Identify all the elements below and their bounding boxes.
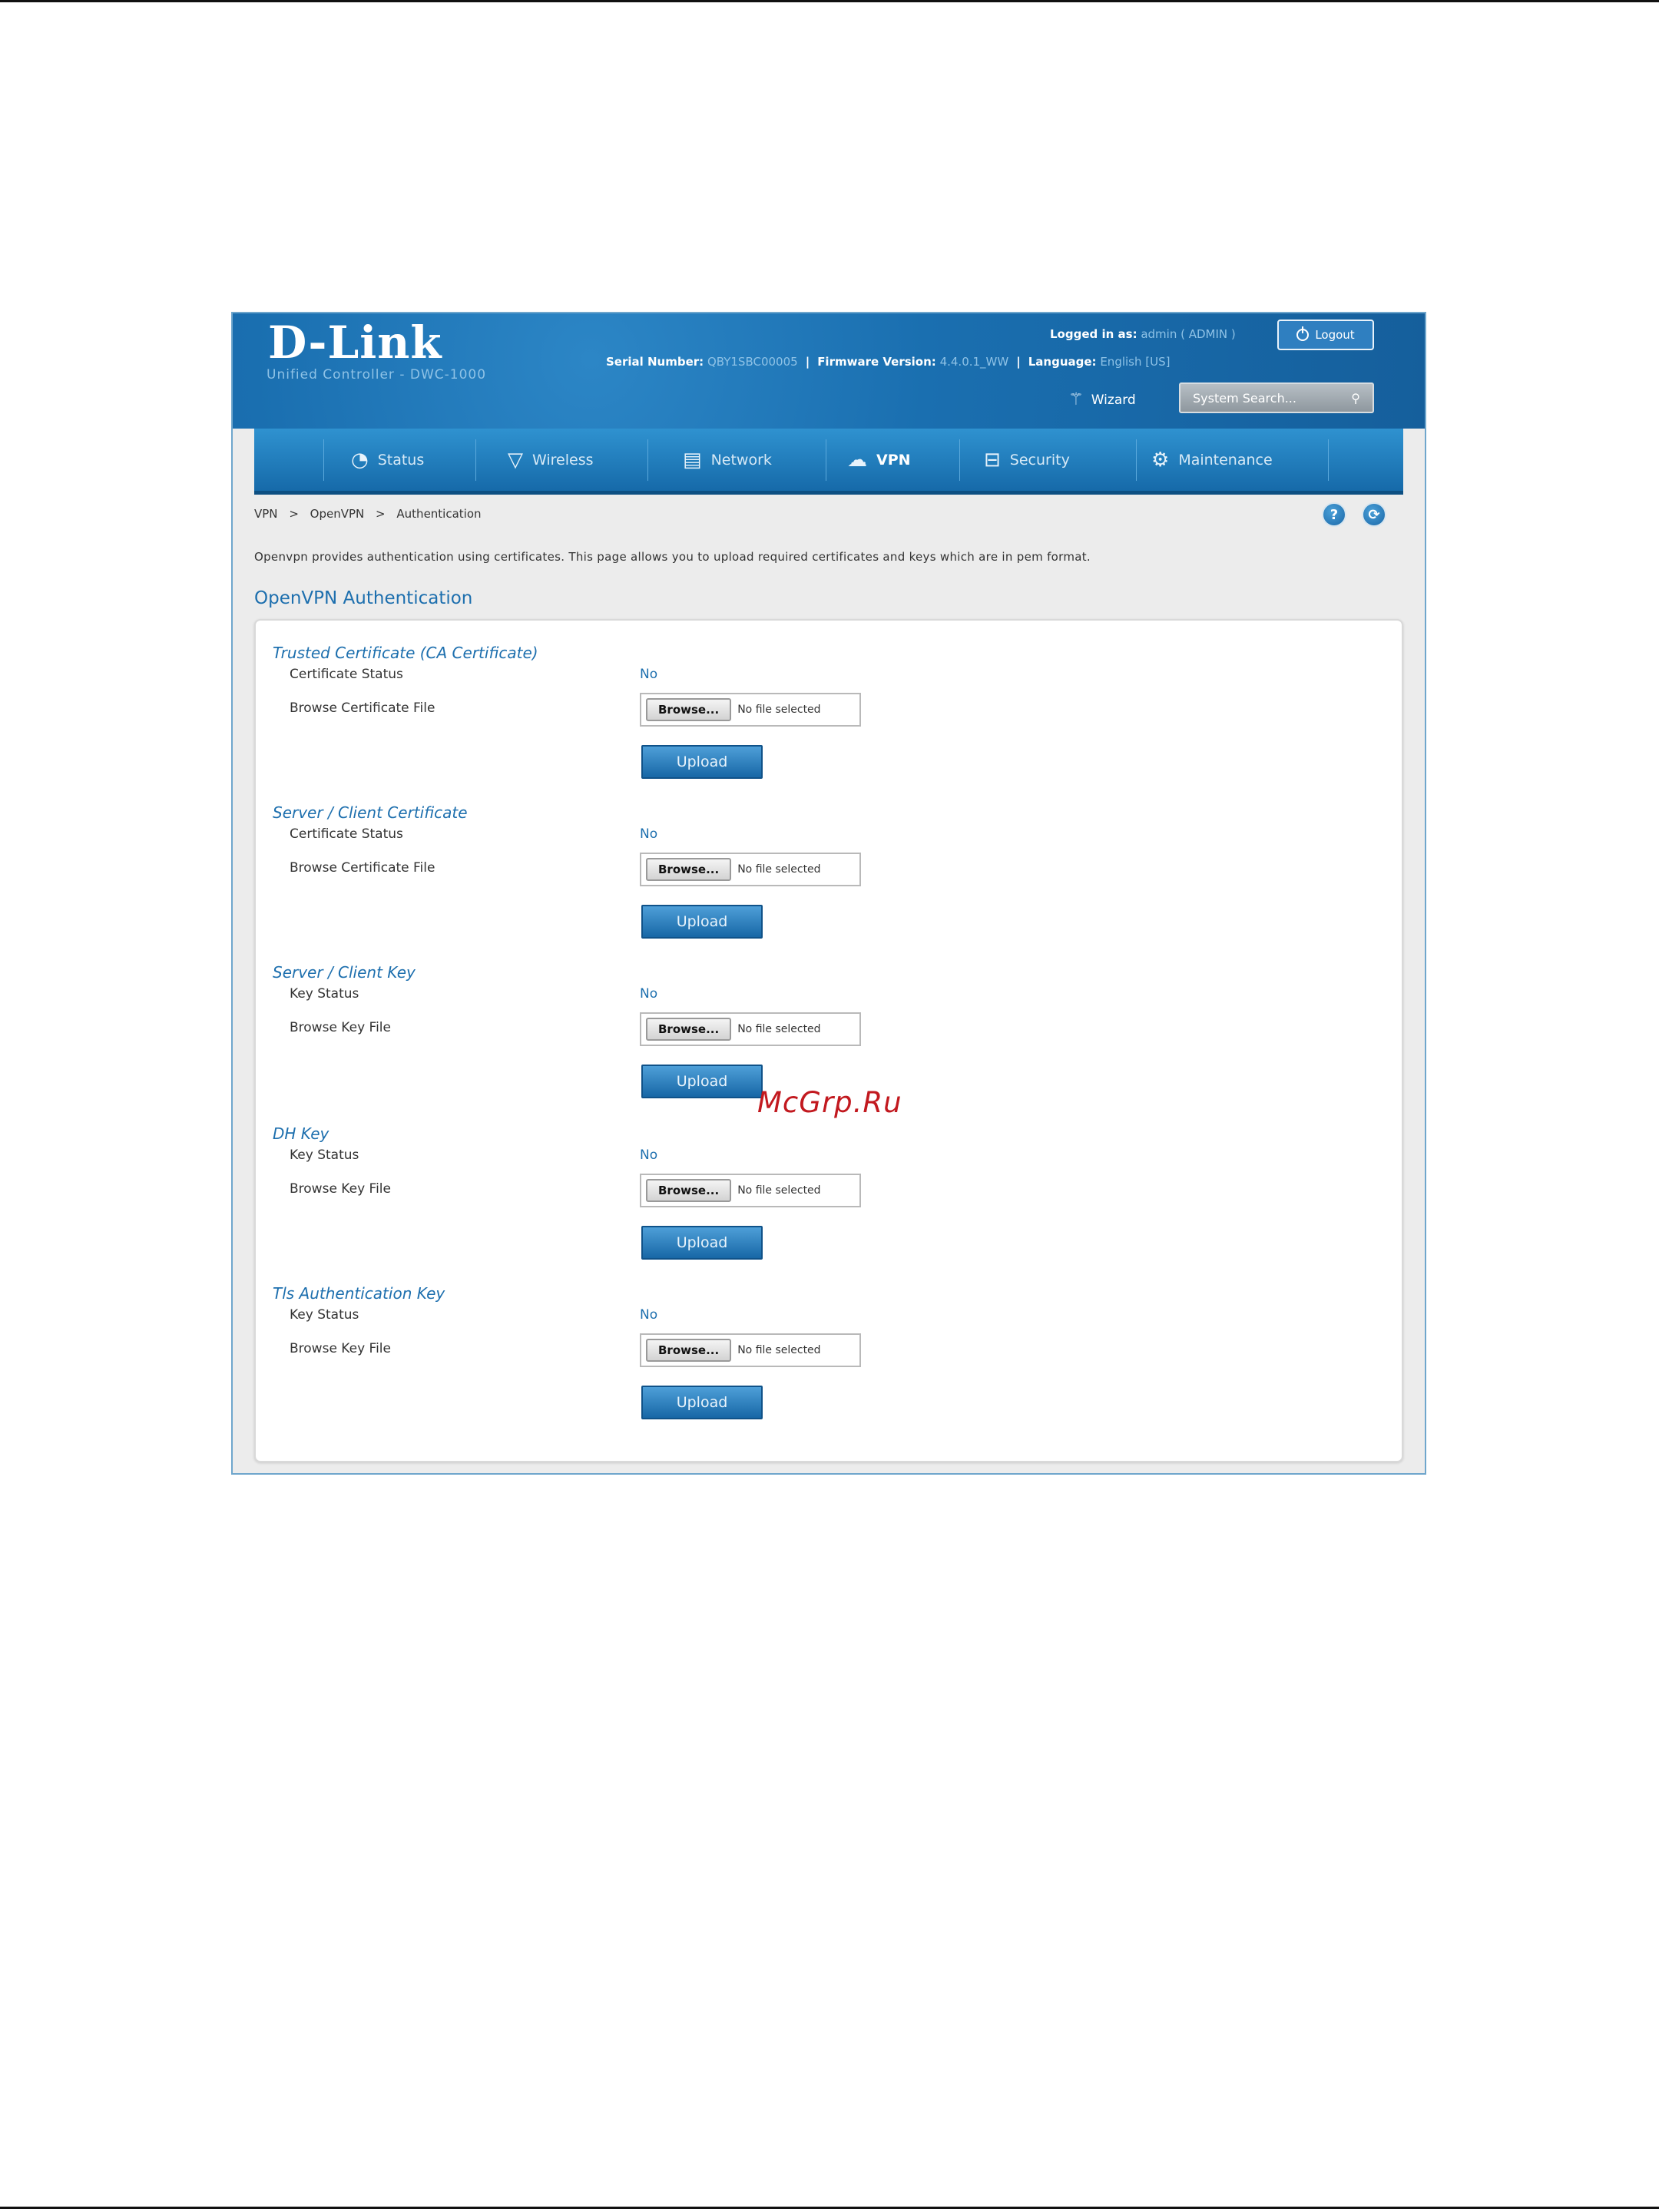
section-title: OpenVPN Authentication — [254, 588, 473, 608]
browse-button[interactable]: Browse... — [646, 698, 731, 721]
browse-button[interactable]: Browse... — [646, 1018, 731, 1041]
network-icon: ▤ — [683, 448, 702, 472]
help-icon: ? — [1330, 506, 1339, 523]
file-input[interactable] — [640, 853, 861, 886]
nav-label: Maintenance — [1178, 451, 1273, 469]
product-name: Unified Controller - DWC-1000 — [267, 367, 487, 382]
nav-item-vpn[interactable] — [847, 429, 911, 491]
page-description: Openvpn provides authentication using certificates. This page allows you to upload required certificates and keys which are in pem format. — [254, 550, 1091, 564]
serial-value: QBY1SBC00005 — [707, 355, 798, 369]
browse-button[interactable]: Browse... — [646, 858, 731, 881]
browse-button[interactable]: Browse... — [646, 1339, 731, 1362]
device-info: Serial Number: QBY1SBC00005 | Firmware Version: 4.4.0.1_WW | Language: English [US] — [606, 355, 1171, 369]
file-input[interactable] — [640, 1012, 861, 1046]
upload-button[interactable]: Upload — [641, 745, 763, 779]
group-title: DH Key — [273, 1124, 329, 1143]
logout-label: Logout — [1315, 328, 1355, 342]
status-label: Key Status — [290, 1147, 359, 1163]
firmware-value: 4.4.0.1_WW — [939, 355, 1009, 369]
nav-item-maintenance[interactable] — [1151, 429, 1273, 491]
nav-item-status[interactable] — [351, 429, 424, 491]
wand-icon: ⚚ — [1068, 390, 1084, 409]
gauge-icon: ◔ — [351, 448, 369, 472]
controller-screenshot — [231, 312, 1426, 1475]
browse-label: Browse Certificate File — [290, 860, 435, 876]
power-icon — [1296, 329, 1309, 341]
nav-item-wireless[interactable] — [508, 429, 594, 491]
refresh-button[interactable] — [1362, 502, 1386, 527]
gear-icon: ⚙ — [1151, 448, 1170, 472]
breadcrumb: VPN > OpenVPN > Authentication — [254, 507, 482, 521]
browse-button[interactable]: Browse... — [646, 1179, 731, 1202]
group-title: Server / Client Certificate — [273, 803, 468, 822]
logged-in-info — [1050, 327, 1236, 341]
group-title: Trusted Certificate (CA Certificate) — [273, 644, 538, 662]
logged-in-label: Logged in as: — [1050, 327, 1137, 341]
lock-icon: ⊟ — [984, 448, 1001, 472]
wizard-link[interactable] — [1068, 390, 1136, 409]
search-icon[interactable]: ⚲ — [1351, 390, 1360, 406]
serial-label: Serial Number: — [606, 355, 704, 369]
status-value: No — [640, 826, 658, 842]
group-title: Tls Authentication Key — [273, 1284, 445, 1303]
watermark: McGrp.Ru — [757, 1086, 902, 1119]
nav-item-security[interactable] — [984, 429, 1070, 491]
nav-label: Security — [1009, 451, 1070, 469]
status-label: Key Status — [290, 1307, 359, 1323]
wizard-label: Wizard — [1091, 392, 1136, 408]
file-status: No file selected — [737, 1023, 821, 1035]
browse-label: Browse Certificate File — [290, 700, 435, 716]
file-status: No file selected — [737, 863, 821, 876]
wifi-icon: ▽ — [508, 448, 523, 472]
upload-button[interactable]: Upload — [641, 1065, 763, 1098]
status-label: Key Status — [290, 986, 359, 1002]
bottom-rule — [0, 2207, 1659, 2209]
firmware-label: Firmware Version: — [817, 355, 936, 369]
browse-label: Browse Key File — [290, 1020, 391, 1035]
upload-button[interactable]: Upload — [641, 1386, 763, 1419]
help-button[interactable] — [1322, 502, 1346, 527]
nav-label: Network — [710, 451, 772, 469]
file-input[interactable] — [640, 1333, 861, 1367]
file-input[interactable] — [640, 1174, 861, 1207]
file-status: No file selected — [737, 1344, 821, 1356]
nav-label: VPN — [876, 451, 911, 469]
crumb-authentication: Authentication — [396, 507, 482, 521]
upload-button[interactable]: Upload — [641, 905, 763, 939]
file-status: No file selected — [737, 1184, 821, 1197]
authentication-panel — [254, 619, 1403, 1462]
crumb-vpn[interactable]: VPN — [254, 507, 278, 521]
header-banner — [233, 313, 1425, 429]
status-value: No — [640, 1147, 658, 1163]
file-status: No file selected — [737, 704, 821, 716]
language-select[interactable]: English [US] — [1100, 355, 1171, 369]
refresh-icon: ⟳ — [1368, 506, 1380, 523]
crumb-openvpn[interactable]: OpenVPN — [310, 507, 365, 521]
search-placeholder: System Search... — [1193, 390, 1296, 406]
browse-label: Browse Key File — [290, 1181, 391, 1197]
nav-item-network[interactable] — [683, 429, 772, 491]
nav-label: Status — [377, 451, 425, 469]
brand-logo: D-Link — [268, 316, 442, 369]
system-search-input[interactable] — [1179, 382, 1374, 413]
nav-label: Wireless — [532, 451, 594, 469]
file-input[interactable] — [640, 693, 861, 727]
status-value: No — [640, 1307, 658, 1323]
logged-in-value: admin ( ADMIN ) — [1141, 327, 1236, 341]
status-value: No — [640, 667, 658, 682]
status-value: No — [640, 986, 658, 1002]
browse-label: Browse Key File — [290, 1341, 391, 1356]
main-nav — [254, 429, 1403, 495]
top-rule — [0, 0, 1659, 2]
group-title: Server / Client Key — [273, 963, 416, 982]
status-label: Certificate Status — [290, 667, 403, 682]
logout-button[interactable] — [1277, 320, 1374, 350]
upload-button[interactable]: Upload — [641, 1226, 763, 1260]
status-label: Certificate Status — [290, 826, 403, 842]
cloud-icon: ☁ — [847, 448, 867, 472]
language-label: Language: — [1028, 355, 1097, 369]
